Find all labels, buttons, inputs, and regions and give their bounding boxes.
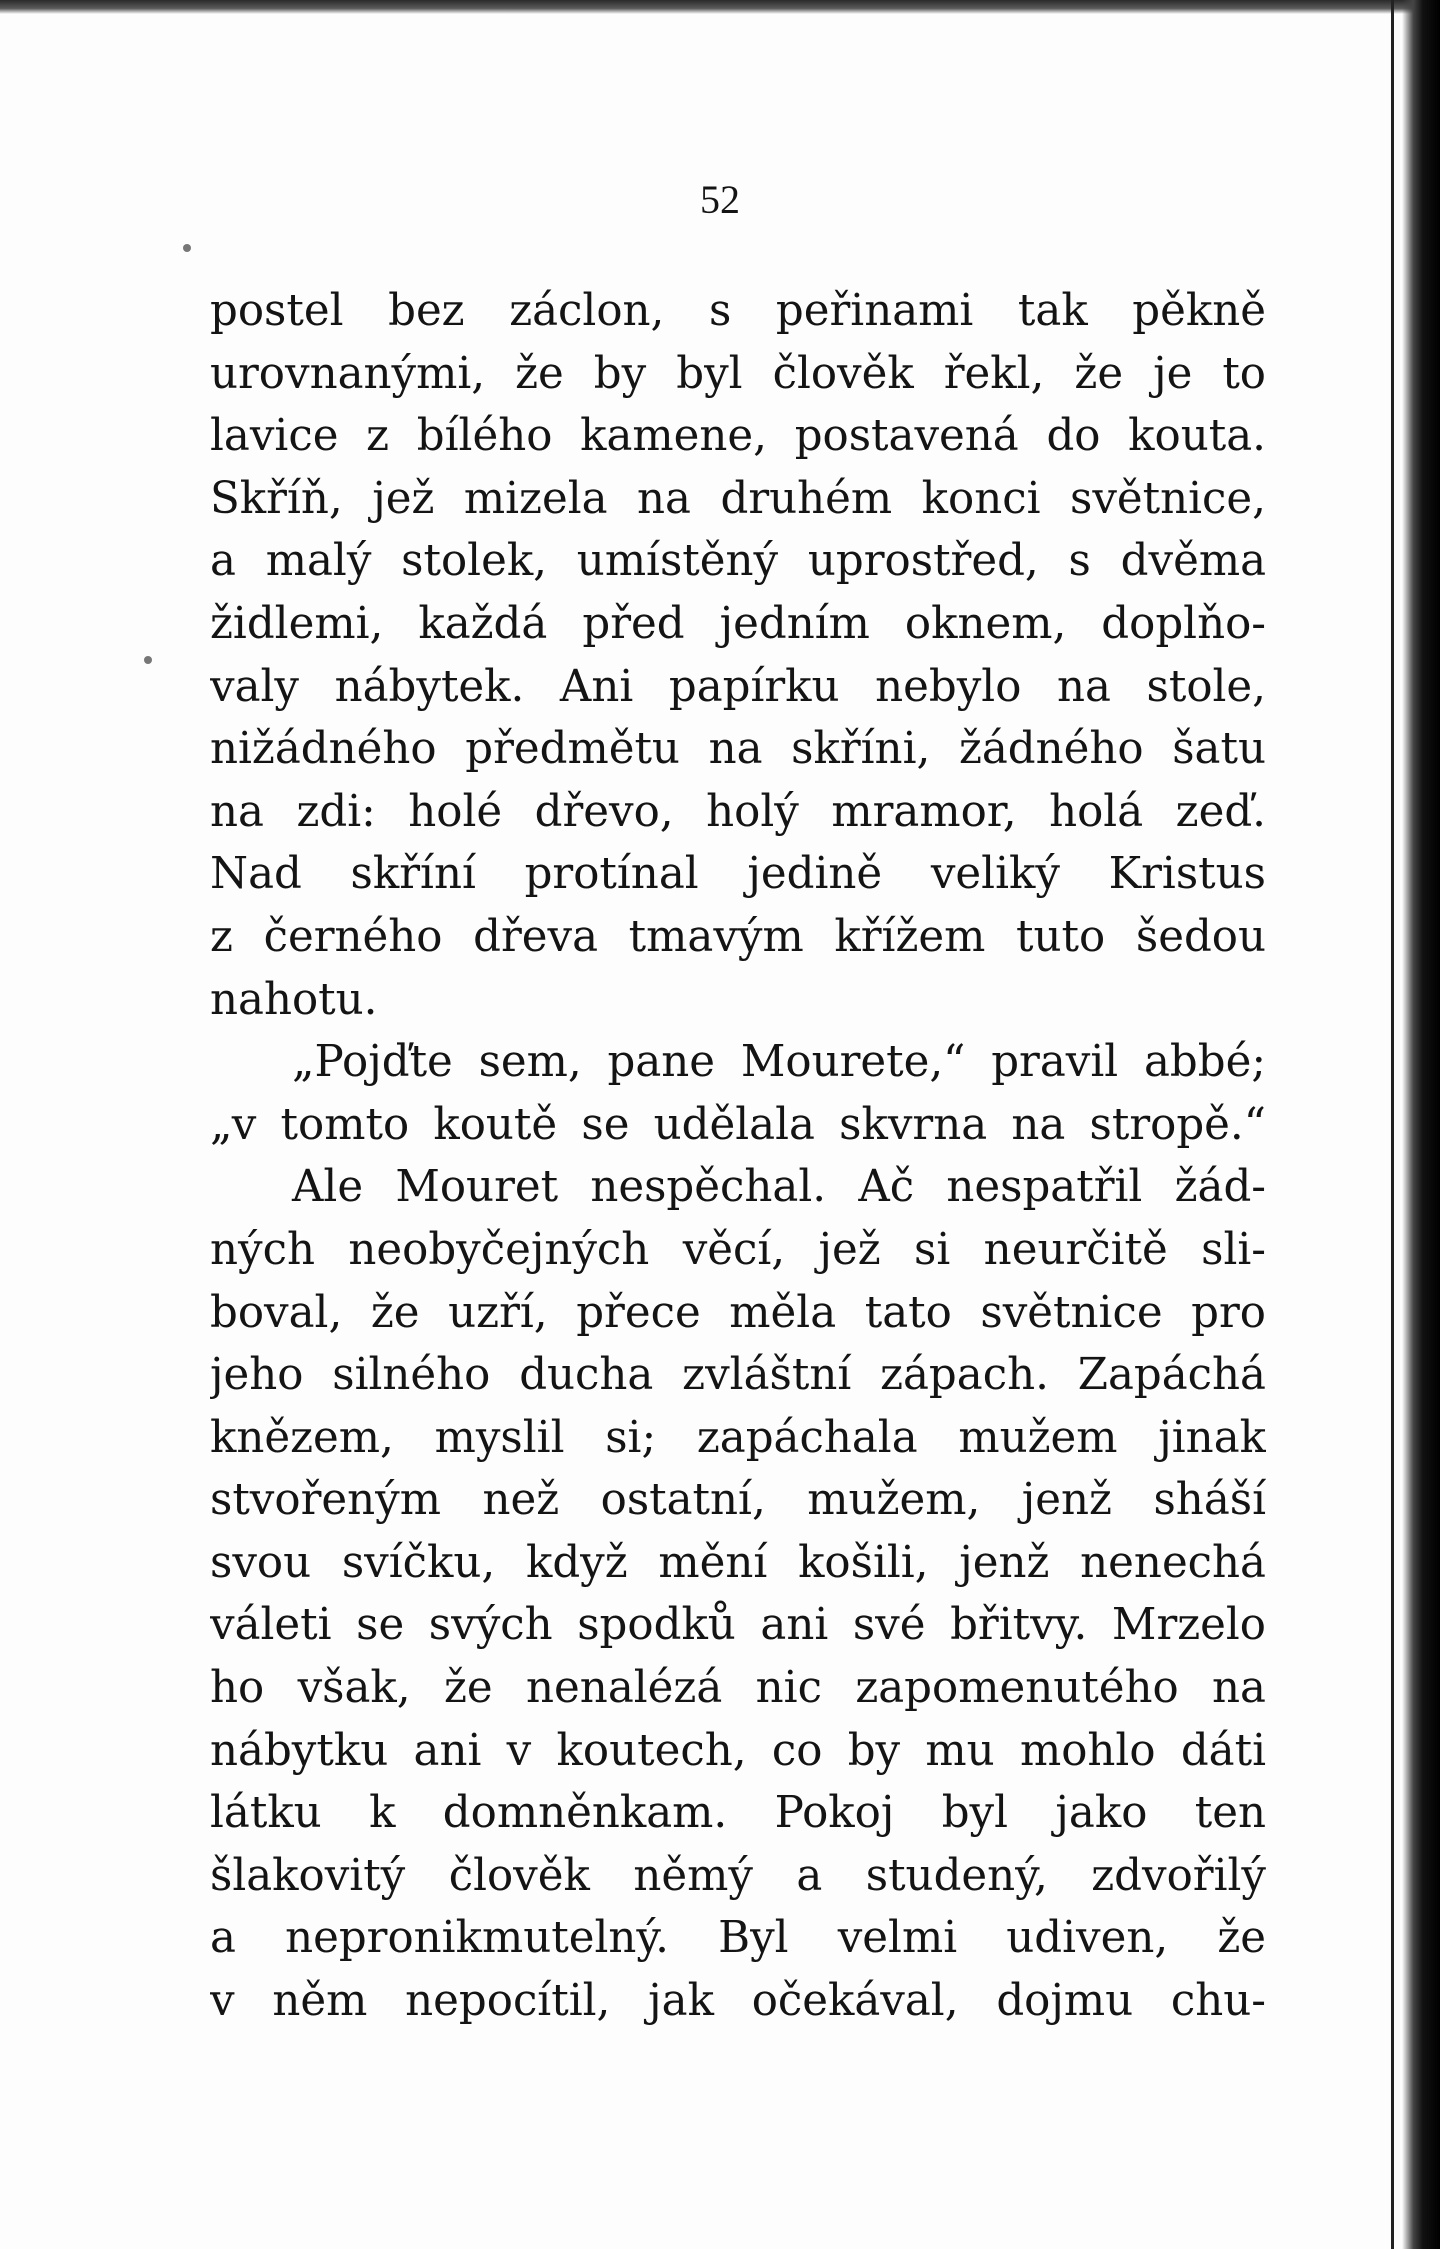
text-line: na zdi: holé dřevo, holý mramor, holá zeď. [210, 786, 1266, 837]
text-line: stvořeným než ostatní, mužem, jenž sháší [210, 1475, 1266, 1526]
speck-mark [144, 656, 152, 664]
text-line: „Pojďte sem, pane Mourete,“ pravil abbé; [292, 1037, 1266, 1088]
text-line: nižádného předmětu na skříni, žádného šatu [210, 724, 1266, 775]
text-line: šlakovitý člověk němý a studený, zdvořilý [210, 1850, 1266, 1901]
body-text [210, 280, 1266, 2033]
text-line: svou svíčku, když mění košili, jenž nenechá [210, 1537, 1266, 1588]
text-line: a nepronikmutelný. Byl velmi udiven, že [210, 1913, 1266, 1964]
text-line: jeho silného ducha zvláštní zápach. Zapáchá [210, 1350, 1266, 1401]
text-line: židlemi, každá před jedním oknem, doplňo- [210, 598, 1266, 649]
scan-right-edge [1402, 0, 1440, 2249]
text-line: v něm nepocítil, jak očekával, dojmu chu- [210, 1976, 1266, 2027]
text-line: „v tomto koutě se udělala skvrna na stropě.“ [210, 1099, 1266, 1150]
text-line: ho však, že nenalézá nic zapomenutého na [210, 1663, 1266, 1714]
text-line: lavice z bílého kamene, postavená do kouta. [210, 411, 1266, 462]
page-number: 52 [700, 177, 740, 222]
text-line: a malý stolek, umístěný uprostřed, s dvěma [210, 536, 1266, 587]
text-line: ných neobyčejných věcí, jež si neurčitě sli- [210, 1224, 1266, 1275]
text-line: postel bez záclon, s peřinami tak pěkně [210, 286, 1266, 336]
speck-mark [183, 244, 191, 252]
text-line: valy nábytek. Ani papírku nebylo na stole, [210, 661, 1266, 712]
text-line: nahotu. [210, 974, 378, 1025]
text-line: urovnanými, že by byl člověk řekl, že je to [210, 348, 1266, 399]
text-line: látku k domněnkam. Pokoj byl jako ten [210, 1788, 1266, 1839]
text-line: Nad skříní protínal jedině veliký Kristus [210, 849, 1266, 900]
scan-top-edge [0, 0, 1440, 14]
text-line: nábytku ani v koutech, co by mu mohlo dáti [210, 1725, 1266, 1776]
text-line: knězem, myslil si; zapáchala mužem jinak [210, 1412, 1266, 1463]
text-line: Ale Mouret nespěchal. Ač nespatřil žád- [292, 1162, 1266, 1213]
scan-right-line [1391, 0, 1394, 2249]
text-line: Skříň, jež mizela na druhém konci světnice, [210, 473, 1266, 524]
text-line: z černého dřeva tmavým křížem tuto šedou [210, 911, 1266, 962]
text-line: boval, že uzří, přece měla tato světnice pro [210, 1287, 1266, 1338]
text-line: váleti se svých spodků ani své břitvy. Mrzelo [210, 1600, 1266, 1651]
